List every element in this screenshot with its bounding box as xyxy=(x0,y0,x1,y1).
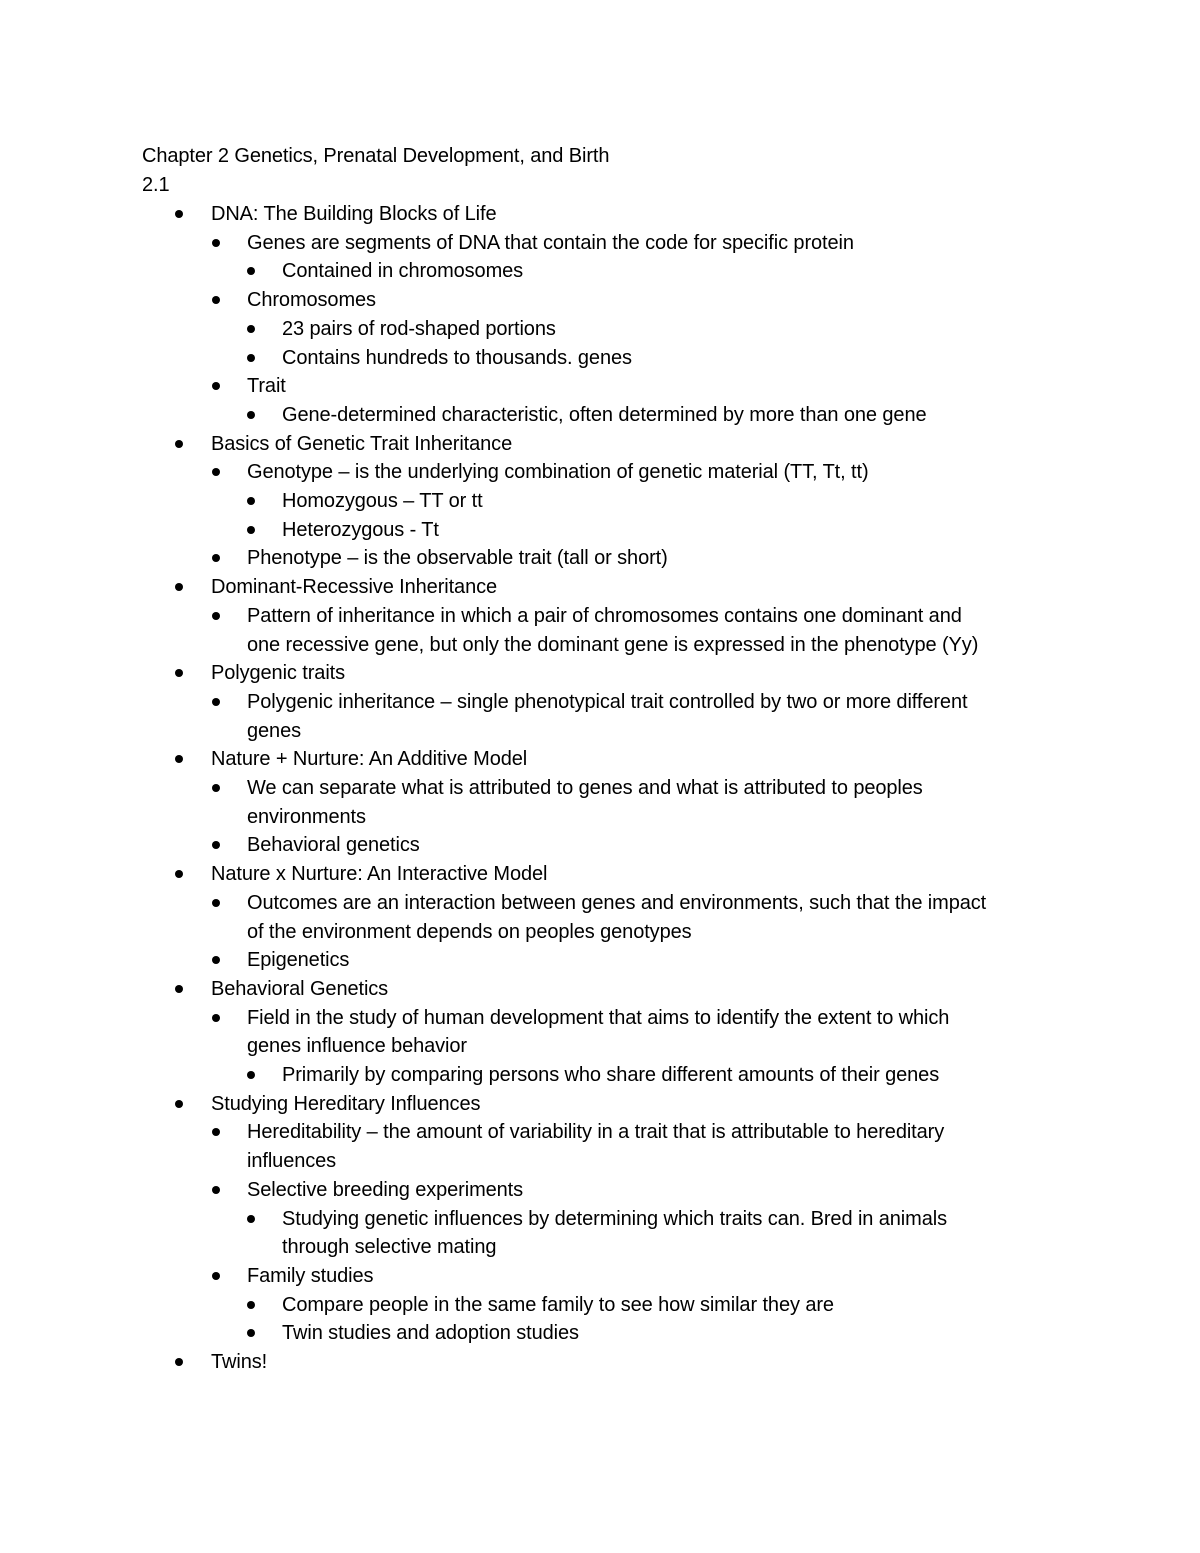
outline-item-level-3: Twin studies and adoption studies xyxy=(282,1322,579,1345)
bullet-icon xyxy=(212,784,220,792)
bullet-icon xyxy=(175,985,183,993)
bullet-icon xyxy=(247,1071,255,1079)
document-title: Chapter 2 Genetics, Prenatal Development, and Birth xyxy=(142,145,610,167)
outline-item-level-3: Contained in chromosomes xyxy=(282,260,524,283)
bullet-icon xyxy=(247,267,255,275)
outline-item-level-3: Gene-determined characteristic, often determined by more than one gene xyxy=(282,403,927,426)
outline-item-level-3: Studying genetic influences by determining which traits can. Bred in animals xyxy=(282,1207,947,1230)
bullet-icon xyxy=(212,899,220,907)
bullet-icon xyxy=(212,554,220,562)
outline-item-level-1: Behavioral Genetics xyxy=(211,977,389,1000)
bullet-icon xyxy=(247,497,255,505)
bullet-icon xyxy=(212,1014,220,1022)
outline-item-level-2: Phenotype – is the observable trait (tall or short) xyxy=(247,547,668,570)
outline-item-level-1: Polygenic traits xyxy=(211,662,346,685)
bullet-icon xyxy=(212,468,220,476)
bullet-icon xyxy=(175,440,183,448)
outline-item-level-1: Dominant-Recessive Inheritance xyxy=(211,576,498,599)
bullet-icon xyxy=(175,870,183,878)
outline-item-level-1: Nature + Nurture: An Additive Model xyxy=(211,748,528,771)
outline-item-level-1: Nature x Nurture: An Interactive Model xyxy=(211,863,548,886)
outline-item-level-3: Heterozygous - Tt xyxy=(282,518,439,541)
outline-item-level-2: Field in the study of human development that aims to identify the extent to which xyxy=(247,1006,950,1029)
outline-item-level-2: We can separate what is attributed to genes and what is attributed to peoples xyxy=(247,777,923,799)
bullet-icon xyxy=(247,526,255,534)
bullet-icon xyxy=(212,296,220,304)
outline-item-continuation: through selective mating xyxy=(282,1236,497,1259)
section-number: 2.1 xyxy=(142,174,170,196)
outline-item-level-2: Polygenic inheritance – single phenotypical trait controlled by two or more different xyxy=(247,690,968,713)
outline-item-continuation: influences xyxy=(247,1150,337,1173)
outline-item-level-2: Family studies xyxy=(247,1264,374,1287)
bullet-icon xyxy=(247,1329,255,1337)
bullet-icon xyxy=(175,1358,183,1366)
bullet-icon xyxy=(212,382,220,390)
outline-item-level-2: Pattern of inheritance in which a pair of chromosomes contains one dominant and xyxy=(247,604,962,627)
bullet-icon xyxy=(212,841,220,849)
outline-item-level-2: Epigenetics xyxy=(247,949,350,972)
bullet-icon xyxy=(175,755,183,763)
outline-item-level-1: Studying Hereditary Influences xyxy=(211,1092,481,1115)
outline-item-level-3: Homozygous – TT or tt xyxy=(282,490,483,512)
bullet-icon xyxy=(212,956,220,964)
outline-item-level-2: Hereditability – the amount of variability in a trait that is attributable to hereditary xyxy=(247,1121,945,1144)
outline-item-continuation: environments xyxy=(247,805,366,828)
outline-item-level-3: Compare people in the same family to see how similar they are xyxy=(282,1293,834,1316)
bullet-icon xyxy=(247,1215,255,1223)
outline-item-level-1: Basics of Genetic Trait Inheritance xyxy=(211,432,513,455)
bullet-icon xyxy=(212,239,220,247)
bullet-icon xyxy=(175,669,183,677)
outline-item-level-2: Selective breeding experiments xyxy=(247,1178,524,1201)
bullet-icon xyxy=(175,210,183,218)
outline-item-level-1: DNA: The Building Blocks of Life xyxy=(211,203,497,225)
bullet-icon xyxy=(212,698,220,706)
bullet-icon xyxy=(212,1186,220,1194)
outline-item-continuation: of the environment depends on peoples genotypes xyxy=(247,920,692,943)
outline-item-continuation: genes influence behavior xyxy=(247,1035,467,1058)
outline-item-continuation: genes xyxy=(247,719,301,742)
outline-item-continuation: one recessive gene, but only the dominant gene is expressed in the phenotype (Yy) xyxy=(247,633,979,656)
bullet-icon xyxy=(175,1100,183,1108)
outline-item-level-2: Chromosomes xyxy=(247,289,376,312)
outline-item-level-2: Genotype – is the underlying combination of genetic material (TT, Tt, tt) xyxy=(247,461,869,484)
bullet-icon xyxy=(212,612,220,620)
outline-item-level-2: Genes are segments of DNA that contain the code for specific protein xyxy=(247,231,854,254)
outline-item-level-1: Twins! xyxy=(211,1351,268,1373)
bullet-icon xyxy=(247,1301,255,1309)
outline-item-level-2: Trait xyxy=(247,375,286,398)
bullet-icon xyxy=(247,325,255,333)
bullet-icon xyxy=(247,354,255,362)
outline-item-level-3: Primarily by comparing persons who share different amounts of their genes xyxy=(282,1064,940,1086)
outline-item-level-3: 23 pairs of rod-shaped portions xyxy=(282,317,556,340)
bullet-icon xyxy=(247,411,255,419)
outline-item-level-3: Contains hundreds to thousands. genes xyxy=(282,346,632,369)
outline-item-level-2: Outcomes are an interaction between genes and environments, such that the impact xyxy=(247,891,987,914)
outline-item-level-2: Behavioral genetics xyxy=(247,834,420,857)
bullet-icon xyxy=(175,583,183,591)
bullet-icon xyxy=(212,1128,220,1136)
bullet-icon xyxy=(212,1272,220,1280)
